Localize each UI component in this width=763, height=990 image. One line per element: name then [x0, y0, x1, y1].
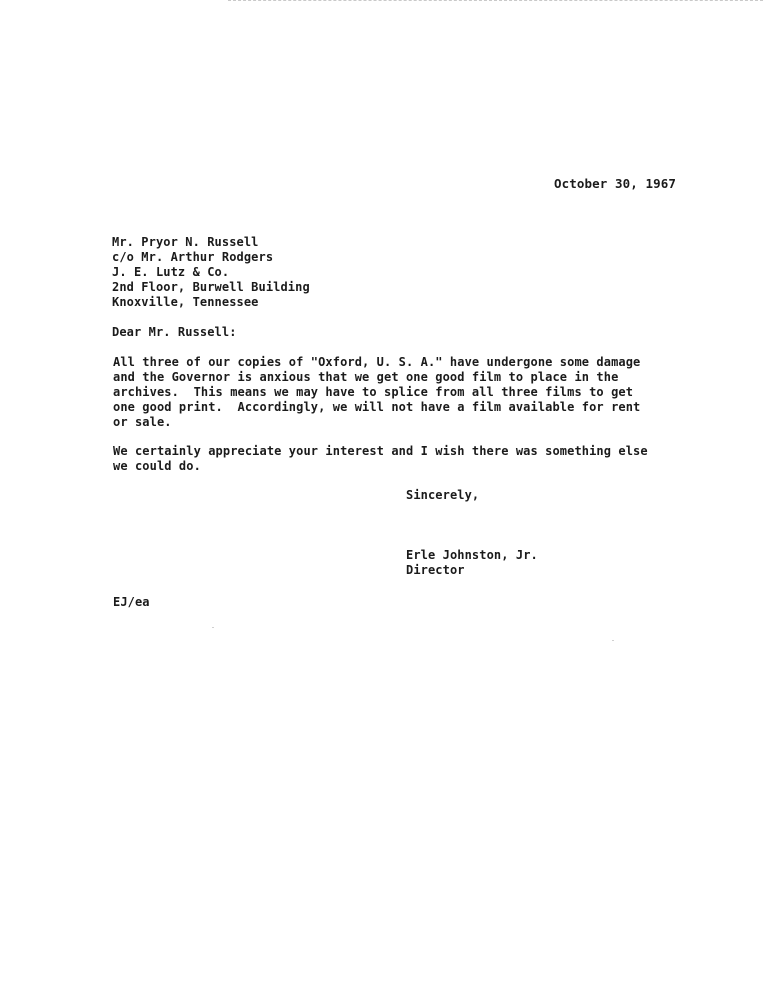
address-line: c/o Mr. Arthur Rodgers	[112, 250, 274, 264]
signer-name: Erle Johnston, Jr.	[406, 548, 538, 562]
scan-speck	[612, 640, 614, 641]
paragraph-line: We certainly appreciate your interest and I wish there was something else	[113, 444, 648, 458]
address-line: 2nd Floor, Burwell Building	[112, 280, 310, 294]
reference-initials: EJ/ea	[113, 595, 150, 609]
address-line: Mr. Pryor N. Russell	[112, 235, 259, 249]
paragraph-line: or sale.	[113, 415, 172, 429]
signer-title: Director	[406, 563, 465, 577]
address-line: Knoxville, Tennessee	[112, 295, 259, 309]
paragraph-line: one good print. Accordingly, we will not have a film available for rent	[113, 400, 641, 414]
paragraph-line: we could do.	[113, 459, 201, 473]
closing: Sincerely,	[406, 488, 480, 502]
paragraph-line: All three of our copies of "Oxford, U. S. A." have undergone some damage	[113, 355, 641, 369]
paragraph-line: archives. This means we may have to splice from all three films to get	[113, 385, 634, 399]
paragraph-line: and the Governor is anxious that we get one good film to place in the	[113, 370, 619, 384]
letter-date: October 30, 1967	[554, 176, 677, 191]
scan-speck	[212, 627, 214, 628]
salutation: Dear Mr. Russell:	[112, 325, 237, 339]
address-line: J. E. Lutz & Co.	[112, 265, 230, 279]
